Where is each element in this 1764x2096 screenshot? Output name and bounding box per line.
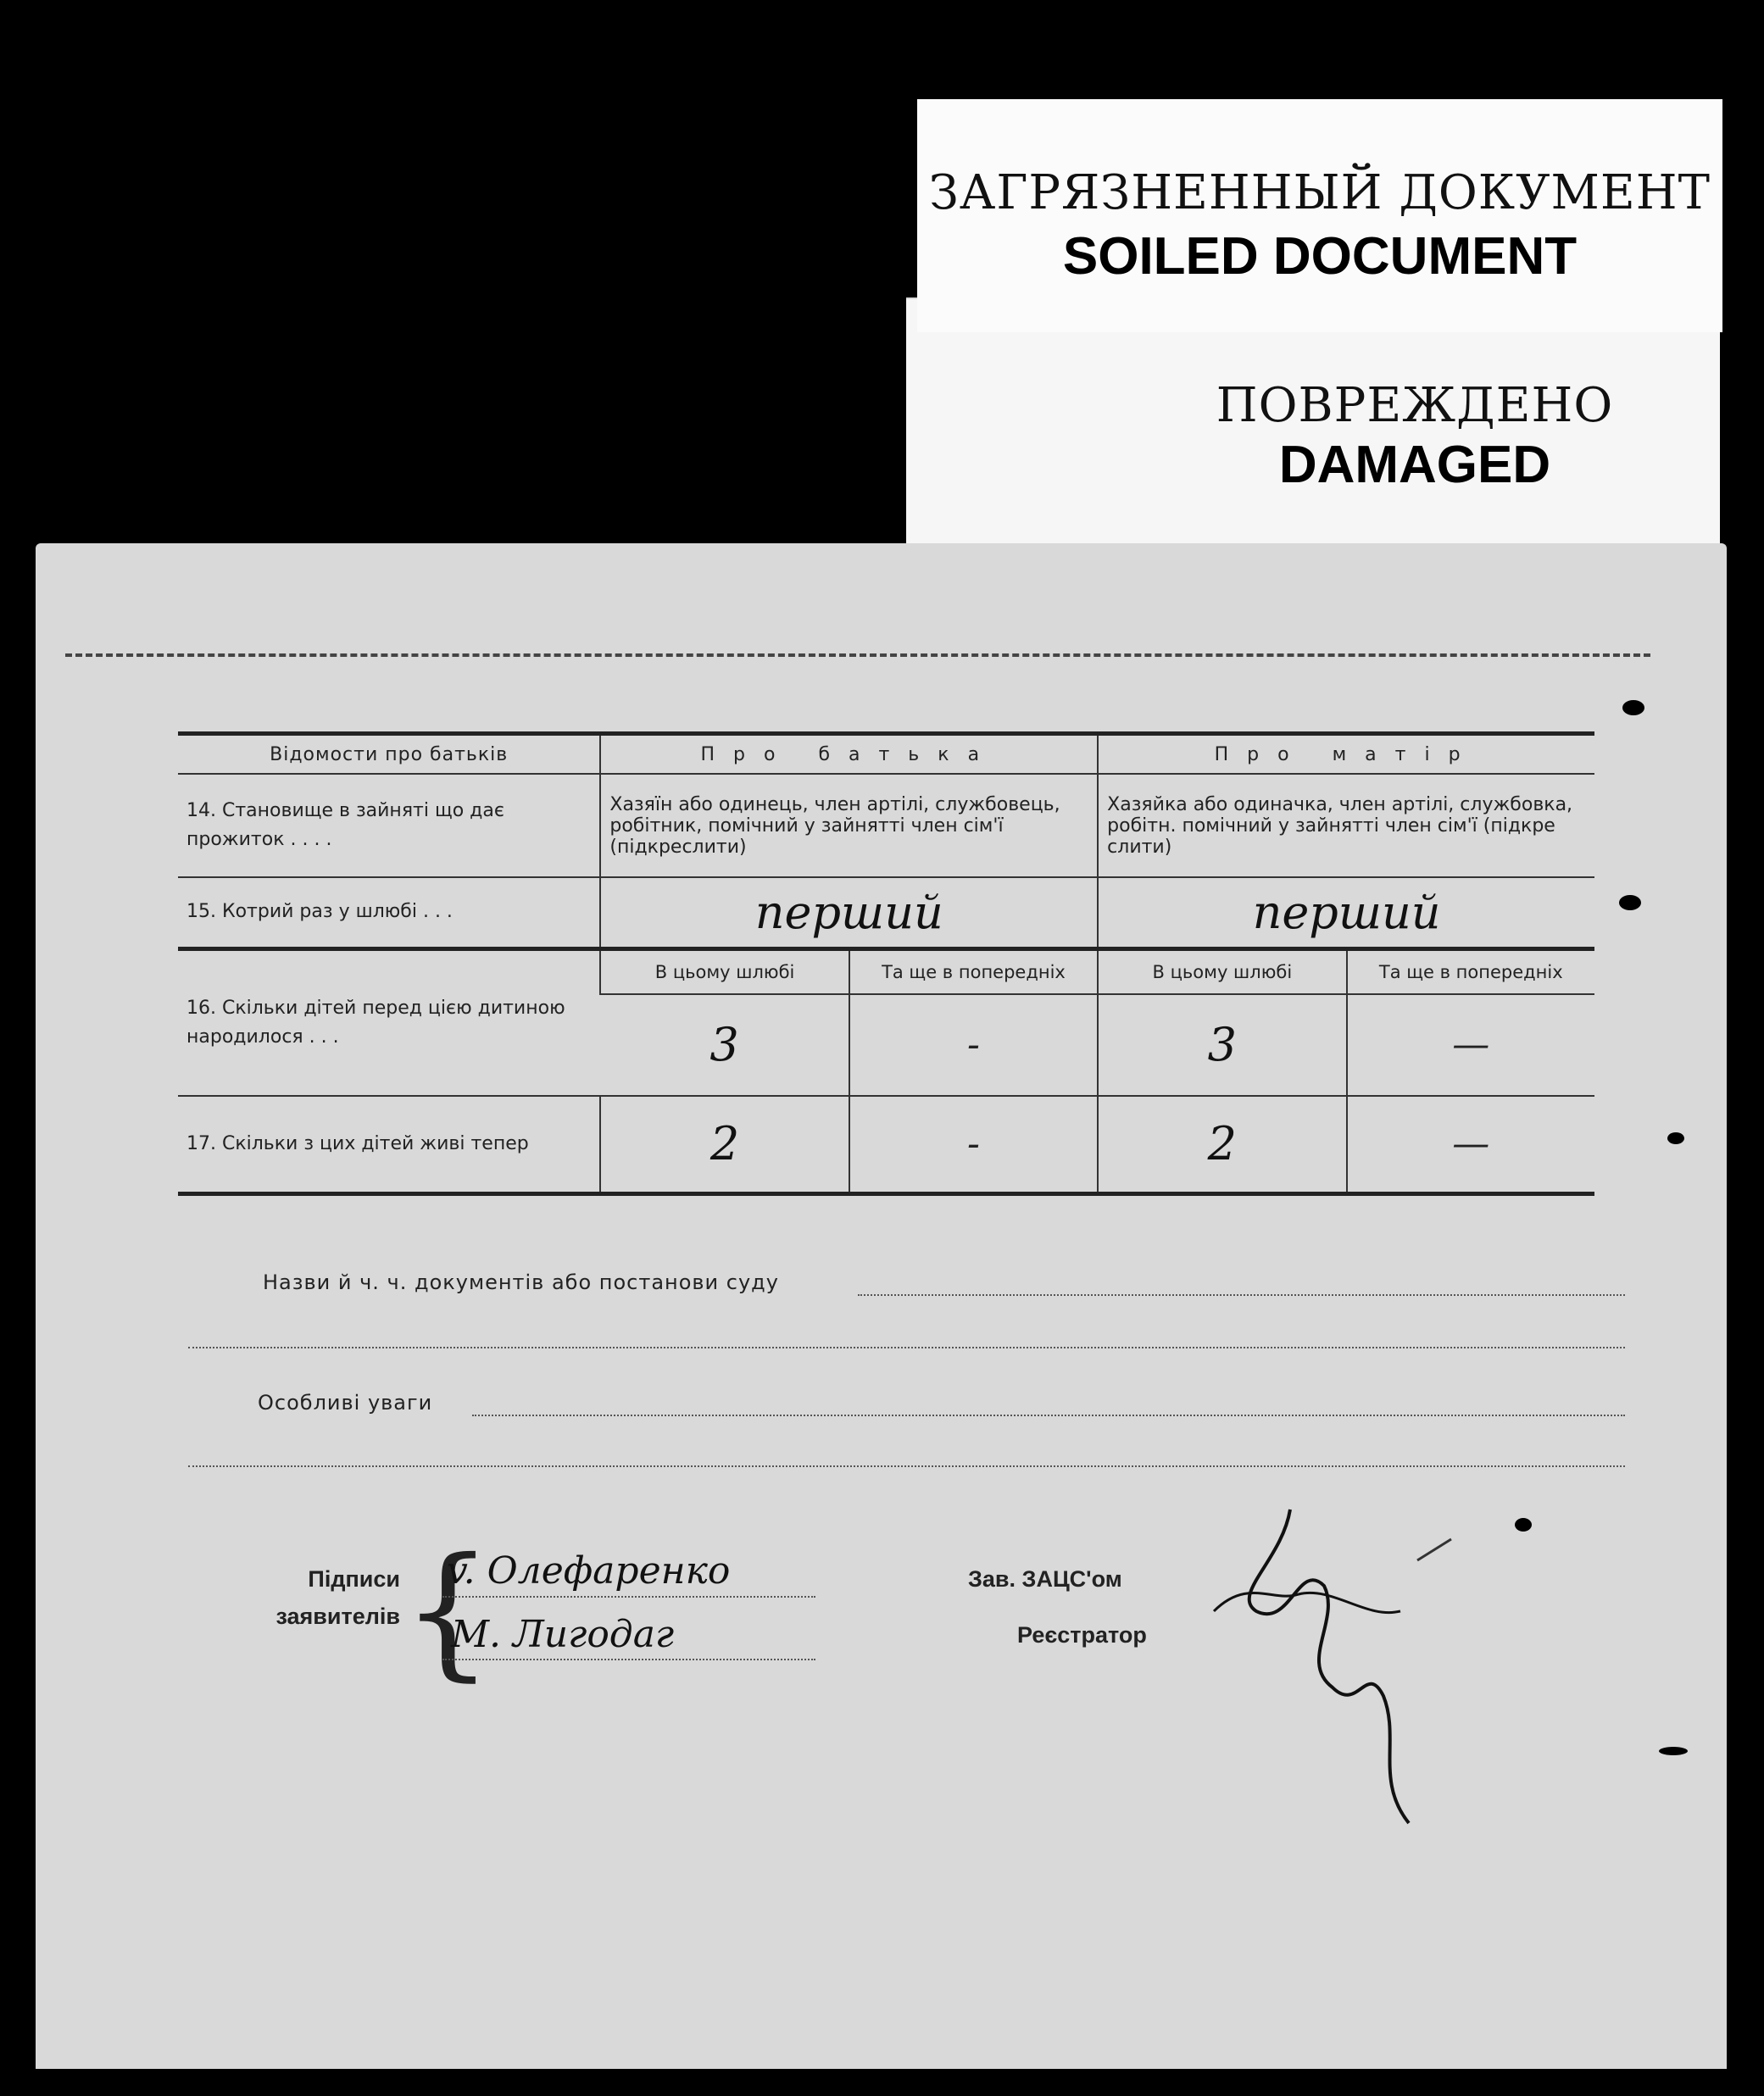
row16-mother-this: 3: [1098, 994, 1346, 1096]
subheader-mother-this: В цьому шлюбі: [1098, 948, 1346, 994]
row16-mother-prev: —: [1347, 994, 1594, 1096]
punch-hole: [1667, 1132, 1684, 1144]
subheader-father-prev: Та ще в попередніх: [849, 948, 1098, 994]
row15-label: 15. Котрий раз у шлюбі . . .: [186, 901, 453, 923]
documents-label: Назви й ч. ч. документів або постанови суду: [263, 1270, 779, 1294]
row17-father-this: 2: [600, 1096, 849, 1194]
row17-father-prev: -: [849, 1096, 1098, 1194]
row17-label: 17. Скільки з цих дітей живі тепер: [186, 1132, 529, 1154]
row17-mother-prev: —: [1347, 1096, 1594, 1194]
header-father: Про батька: [600, 734, 1098, 775]
row16-label: 16. Скільки дітей перед цією дитиною народилося . . .: [178, 948, 600, 1096]
registrar-signature-scribble: [1197, 1493, 1485, 1849]
parents-table: [178, 731, 1594, 1196]
punch-hole: [1659, 1747, 1688, 1755]
documents-dotline-2: [188, 1347, 1625, 1348]
perforation-line: [65, 653, 1650, 657]
header-parents-info: Відомости про батьків: [270, 743, 509, 765]
punch-hole: [1619, 895, 1641, 910]
head-zacs-label: Зав. ЗАЦС'ом: [968, 1566, 1122, 1592]
punch-hole: [1622, 700, 1644, 715]
form-card: [36, 543, 1727, 2069]
applicant-signature-1: v. Олефаренко: [447, 1549, 731, 1593]
subheader-mother-prev: Та ще в попередніх: [1347, 948, 1594, 994]
row15-mother-value: перший: [1098, 877, 1594, 948]
applicant-signature-2: М. Лигодаг: [451, 1613, 675, 1656]
registrar-label: Реєстратор: [1017, 1622, 1147, 1648]
soiled-en-text: SOILED DOCUMENT: [1062, 227, 1578, 286]
row16-father-prev: -: [849, 994, 1098, 1096]
remarks-dotline-2: [188, 1465, 1625, 1467]
applicants-signatures-label: Підписи заявителів: [275, 1566, 400, 1629]
damaged-en-text: DAMAGED: [1278, 436, 1551, 494]
documents-dotline-1: [858, 1294, 1625, 1296]
applicant-line-2: [442, 1659, 815, 1660]
header-mother: Про матір: [1098, 734, 1594, 775]
row16-father-this: 3: [709, 1018, 739, 1071]
soiled-ru-text: ЗАГРЯЗНЕННЫЙ ДОКУМЕНТ: [929, 165, 1711, 220]
row17-mother-this: 2: [1098, 1096, 1346, 1194]
row14-father-options: Хазяїн або одинець, член артілі, службовець, робітник, помічний у зайнятті член сім'ї (підкреслити): [600, 774, 1098, 877]
row14-mother-options: Хазяйка або одиначка, член артілі, службовка, робітн. помічний у зайнятті член сім'ї (підкре слити): [1098, 774, 1594, 877]
punch-hole: [1515, 1518, 1532, 1532]
row15-father-value: перший: [600, 877, 1098, 948]
damaged-label: [906, 299, 1720, 545]
brace-icon: {: [402, 1527, 494, 1695]
remarks-label: Особливі уваги: [258, 1391, 433, 1415]
applicant-line-1: [442, 1596, 815, 1598]
soiled-label: [917, 99, 1722, 332]
remarks-dotline-1: [472, 1415, 1625, 1416]
damaged-ua-text: ПОВРЕЖДЕНО: [1216, 378, 1614, 433]
subheader-father-this: В цьому шлюбі: [600, 948, 849, 994]
row14-label: 14. Становище в зайняті що дає прожиток . . . .: [186, 800, 504, 850]
